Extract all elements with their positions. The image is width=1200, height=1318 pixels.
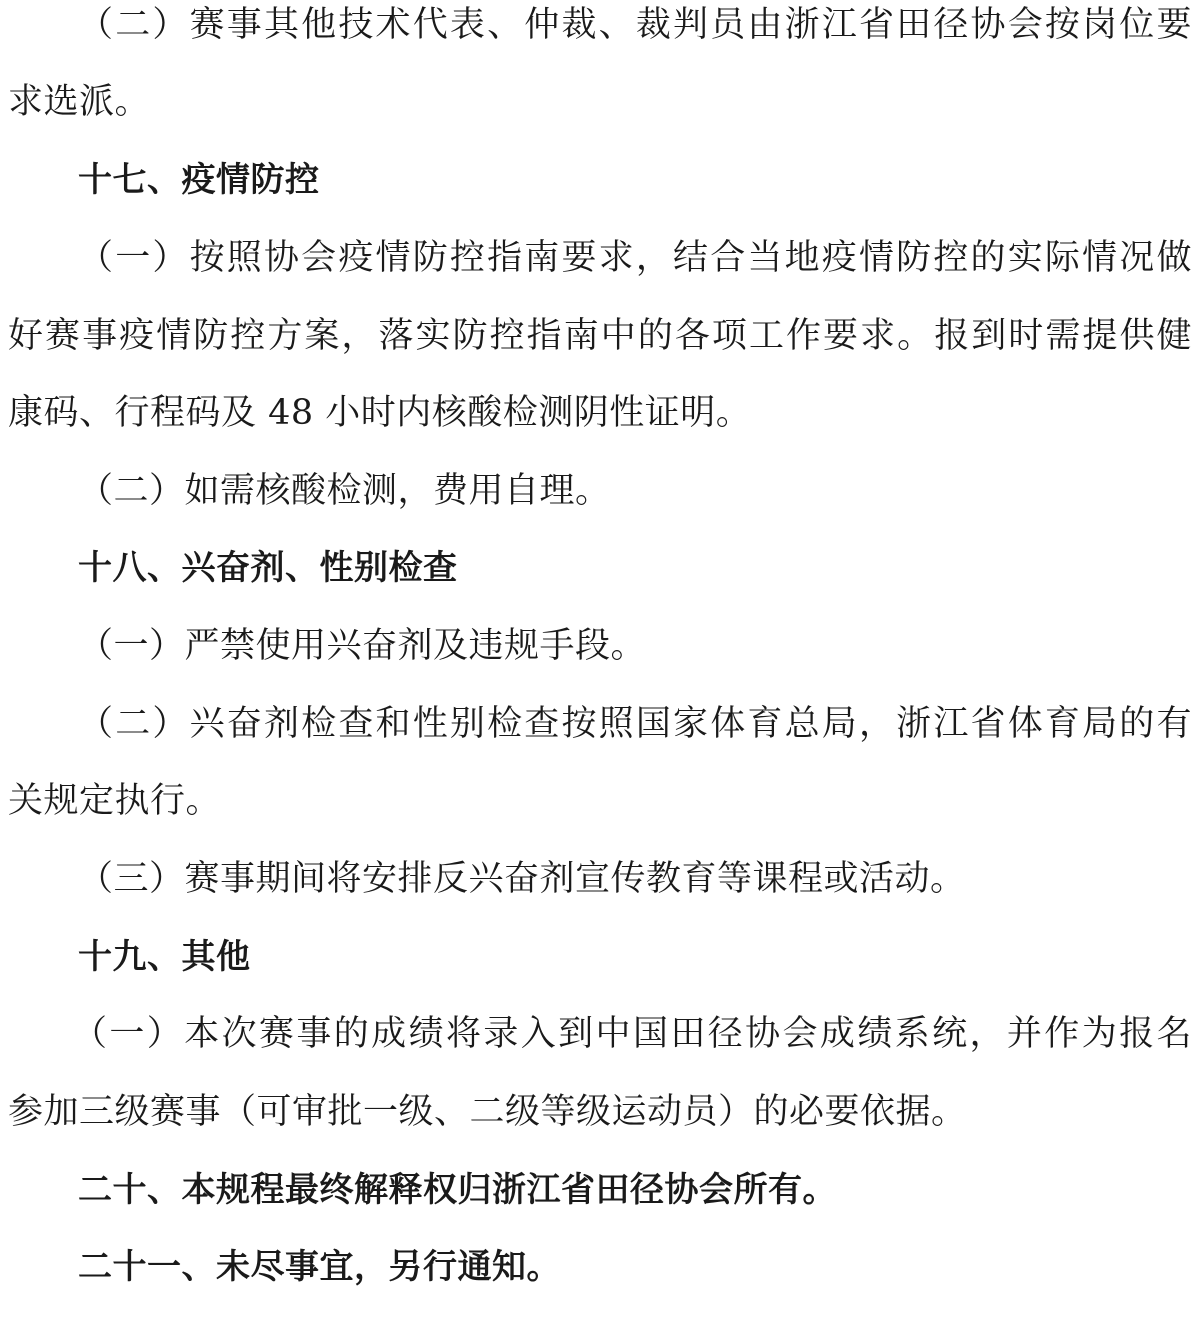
paragraph-line: （二）如需核酸检测，费用自理。 [78,471,611,511]
section-heading: 十九、其他 [78,937,251,977]
section-heading: 二十、本规程最终解释权归浙江省田径协会所有。 [78,1170,837,1210]
section-heading: 十八、兴奋剂、性别检查 [78,548,458,588]
paragraph-line: 求选派。 [8,82,151,122]
section-heading: 十七、疫情防控 [78,160,320,200]
paragraph-line: 康码、行程码及 48 小时内核酸检测阴性证明。 [8,393,752,433]
paragraph-line: 好赛事疫情防控方案，落实防控指南中的各项工作要求。报到时需提供健 [8,316,1192,356]
paragraph-line: （二）兴奋剂检查和性别检查按照国家体育总局，浙江省体育局的有 [78,704,1192,744]
paragraph-line: （一）按照协会疫情防控指南要求，结合当地疫情防控的实际情况做 [78,238,1192,278]
paragraph-line: （一）本次赛事的成绩将录入到中国田径协会成绩系统，并作为报名 [72,1014,1192,1054]
paragraph-line: （二）赛事其他技术代表、仲裁、裁判员由浙江省田径协会按岗位要 [78,5,1192,45]
section-heading: 二十一、未尽事宜，另行通知。 [78,1247,561,1287]
paragraph-line: 关规定执行。 [8,781,222,821]
paragraph-line: （一）严禁使用兴奋剂及违规手段。 [78,626,647,666]
paragraph-line: 参加三级赛事（可审批一级、二级等级运动员）的必要依据。 [8,1092,967,1132]
paragraph-line: （三）赛事期间将安排反兴奋剂宣传教育等课程或活动。 [78,859,966,899]
